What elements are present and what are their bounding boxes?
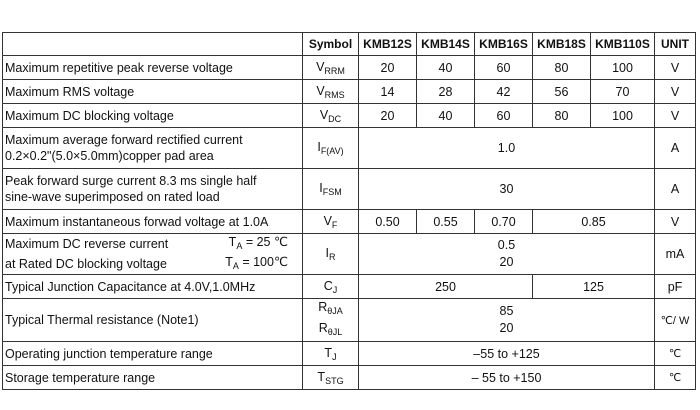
- param-line-2: sine-wave superimposed on rated load: [5, 190, 220, 204]
- header-parameter: [3, 33, 303, 56]
- unit-cell: A: [655, 169, 696, 210]
- param-line-2: 0.2×0.2"(5.0×5.0mm)copper pad area: [5, 149, 214, 163]
- value-cell: 250: [359, 275, 533, 299]
- symbol: R: [318, 321, 328, 335]
- value-cell: [359, 299, 655, 342]
- condition-symbol: T: [228, 235, 237, 249]
- table-row-vrrm: [3, 56, 696, 80]
- header-model-4: KMB18S: [533, 33, 591, 56]
- symbol-cell: [303, 234, 359, 275]
- value-line-1: 85: [499, 304, 514, 318]
- symbol-subscript: θJL: [327, 327, 343, 337]
- value-cell: 0.55: [417, 210, 475, 234]
- value-cell: 20: [359, 56, 417, 80]
- table-row-ifsm: [3, 169, 696, 210]
- symbol-cell: [303, 275, 359, 299]
- condition-subscript: A: [236, 241, 243, 251]
- value-cell: 40: [417, 104, 475, 128]
- symbol: V: [319, 107, 329, 122]
- param-label: [3, 169, 303, 210]
- unit-cell: A: [655, 128, 696, 169]
- symbol-subscript: J: [332, 284, 338, 295]
- symbol-cell: [303, 169, 359, 210]
- param-line-1: Maximum DC reverse current: [5, 237, 169, 251]
- condition-symbol: T: [225, 255, 233, 269]
- symbol-subscript: FSM: [322, 187, 342, 197]
- symbol-cell: [303, 56, 359, 80]
- value-cell: 80: [533, 56, 591, 80]
- symbol-subscript: F(AV): [320, 146, 344, 156]
- param-label: Typical Thermal resistance (Note1): [3, 299, 303, 342]
- table-row-vdc: [3, 104, 696, 128]
- value-cell: 30: [359, 169, 655, 210]
- param-label: [3, 234, 303, 275]
- param-line-1: Maximum average forward rectified current: [5, 133, 243, 147]
- symbol-subscript: J: [332, 351, 337, 362]
- value-cell: 1.0: [359, 128, 655, 169]
- symbol-subscript: DC: [328, 113, 342, 124]
- symbol: I: [319, 181, 323, 195]
- condition-subscript: A: [232, 261, 239, 271]
- value-cell: 0.70: [475, 210, 533, 234]
- symbol-subscript: RRM: [324, 65, 345, 76]
- param-line-1-row: [5, 234, 300, 254]
- unit-cell: V: [655, 104, 696, 128]
- symbol-subscript: RMS: [324, 89, 345, 100]
- value-cell: 0.50: [359, 210, 417, 234]
- symbol: V: [316, 83, 325, 98]
- table-row-ifav: [3, 128, 696, 169]
- unit-cell: mA: [655, 234, 696, 275]
- param-label: Maximum RMS voltage: [3, 80, 303, 104]
- unit-cell: V: [655, 56, 696, 80]
- value-line-1: 0.5: [497, 238, 516, 252]
- symbol: T: [317, 369, 326, 384]
- param-label: [3, 128, 303, 169]
- value-cell: 28: [417, 80, 475, 104]
- symbol: T: [324, 345, 333, 360]
- symbol: V: [323, 213, 332, 228]
- unit-cell: V: [655, 210, 696, 234]
- symbol: I: [325, 246, 329, 260]
- symbol-cell: [303, 80, 359, 104]
- header-symbol: Symbol: [303, 33, 359, 56]
- value-cell: [359, 234, 655, 275]
- param-label: Maximum instantaneous forwad voltage at 1.0A: [3, 210, 303, 234]
- unit-cell: ℃/ W: [655, 299, 696, 342]
- param-line-2-row: [5, 254, 300, 274]
- symbol-cell: [303, 342, 359, 366]
- unit-cell: V: [655, 80, 696, 104]
- header-unit: UNIT: [655, 33, 696, 56]
- header-model-3: KMB16S: [475, 33, 533, 56]
- param-line-1: Peak forward surge current 8.3 ms single half: [5, 174, 257, 188]
- header-row: [3, 33, 696, 56]
- param-label: Typical Junction Capacitance at 4.0V,1.0MHz: [3, 275, 303, 299]
- table-row-rth: [3, 299, 696, 342]
- symbol-subscript: STG: [325, 375, 344, 386]
- symbol: C: [323, 278, 333, 293]
- param-line-2: at Rated DC blocking voltage: [5, 257, 167, 271]
- symbol-line-2: [305, 320, 356, 341]
- condition-2: [225, 254, 300, 274]
- table-row-vrms: [3, 80, 696, 104]
- symbol-line-1: [305, 299, 356, 320]
- header-model-5: KMB110S: [591, 33, 655, 56]
- table-row-vf: [3, 210, 696, 234]
- table-row-cj: [3, 275, 696, 299]
- table-row-tj: [3, 342, 696, 366]
- value-line-2: 20: [499, 321, 514, 335]
- param-label: Maximum repetitive peak reverse voltage: [3, 56, 303, 80]
- value-cell: –55 to +125: [359, 342, 655, 366]
- value-cell: – 55 to +150: [359, 366, 655, 390]
- value-cell: 20: [359, 104, 417, 128]
- symbol: R: [318, 300, 328, 314]
- condition-value: = 25 ℃: [245, 235, 288, 249]
- param-label: Operating junction temperature range: [3, 342, 303, 366]
- table-row-tstg: [3, 366, 696, 390]
- header-model-2: KMB14S: [417, 33, 475, 56]
- symbol-cell: [303, 128, 359, 169]
- value-cell: 125: [533, 275, 655, 299]
- symbol-cell: [303, 366, 359, 390]
- value-cell: 14: [359, 80, 417, 104]
- param-label: Storage temperature range: [3, 366, 303, 390]
- value-cell: 100: [591, 104, 655, 128]
- value-cell: 60: [475, 104, 533, 128]
- symbol: V: [316, 59, 325, 74]
- table-row-ir: [3, 234, 696, 275]
- param-label: Maximum DC blocking voltage: [3, 104, 303, 128]
- condition-value: = 100℃: [242, 255, 288, 269]
- value-cell: 0.85: [533, 210, 655, 234]
- symbol-subscript: R: [328, 252, 336, 262]
- value-cell: 100: [591, 56, 655, 80]
- header-model-1: KMB12S: [359, 33, 417, 56]
- unit-cell: ℃: [655, 342, 696, 366]
- symbol: I: [317, 140, 321, 154]
- unit-cell: pF: [655, 275, 696, 299]
- unit-cell: ℃: [655, 366, 696, 390]
- value-line-2: 20: [499, 255, 514, 269]
- symbol-subscript: θJA: [327, 306, 343, 316]
- value-cell: 60: [475, 56, 533, 80]
- value-cell: 80: [533, 104, 591, 128]
- symbol-cell: [303, 299, 359, 342]
- specification-table: [2, 32, 696, 390]
- value-cell: 56: [533, 80, 591, 104]
- value-cell: 70: [591, 80, 655, 104]
- value-cell: 40: [417, 56, 475, 80]
- symbol-cell: [303, 104, 359, 128]
- symbol-cell: [303, 210, 359, 234]
- condition-1: [229, 234, 300, 254]
- value-cell: 42: [475, 80, 533, 104]
- symbol-subscript: F: [331, 219, 338, 230]
